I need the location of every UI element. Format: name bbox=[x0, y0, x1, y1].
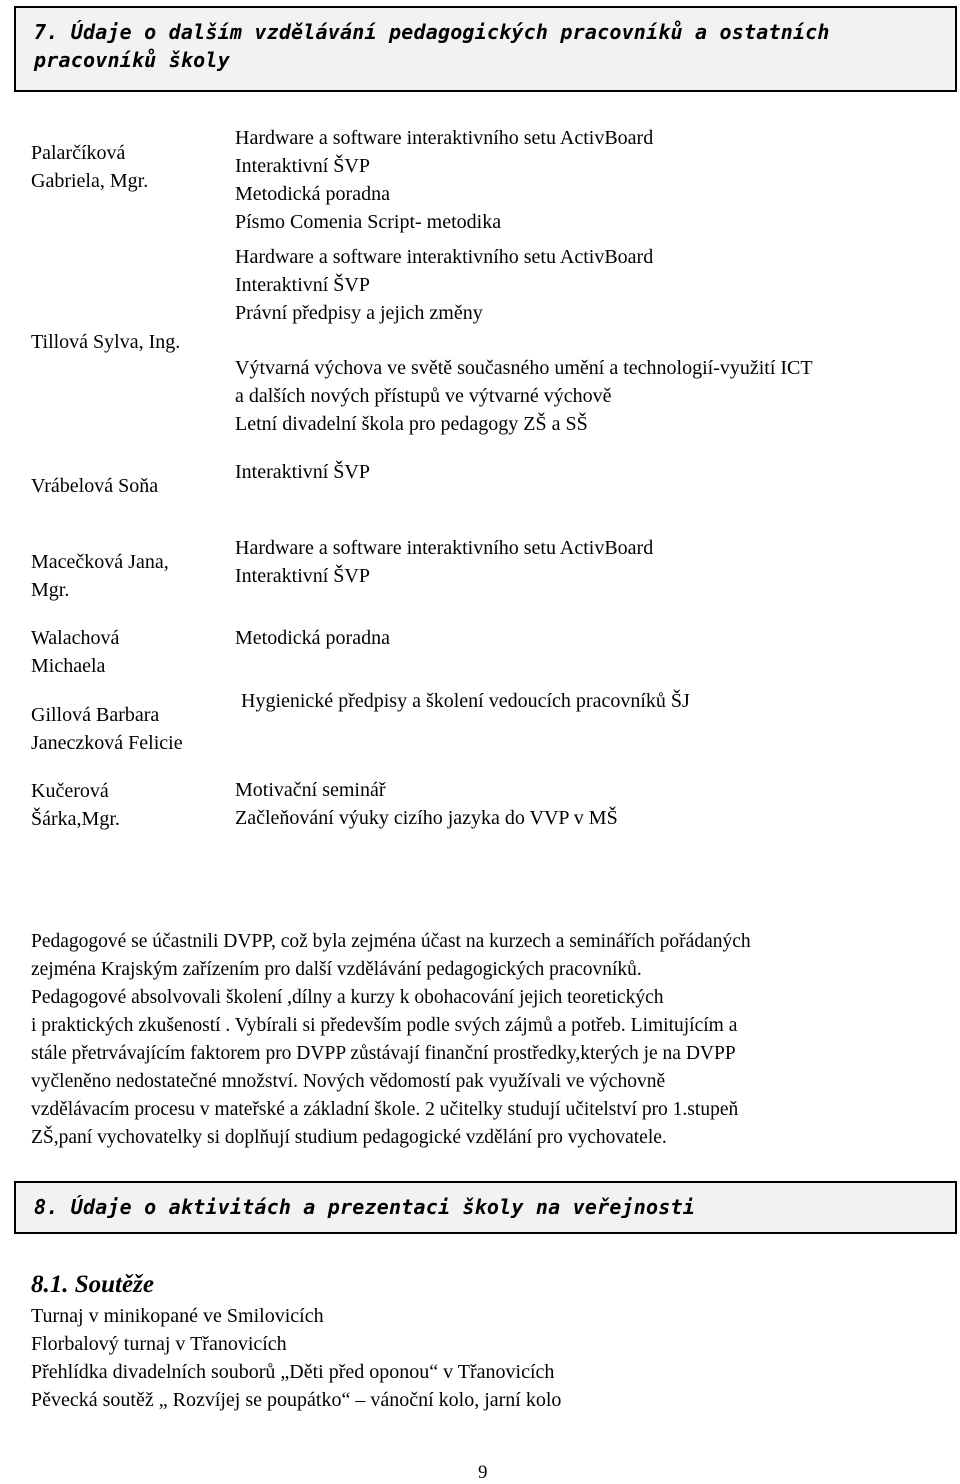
staff-name: Michaela bbox=[31, 655, 106, 677]
competition-item: Pěvecká soutěž „ Rozvíjej se poupátko“ – vánoční kolo, jarní kolo bbox=[31, 1389, 562, 1411]
staff-name: Vrábelová Soňa bbox=[31, 475, 159, 497]
course-item: Interaktivní ŠVP bbox=[235, 274, 370, 296]
page-number: 9 bbox=[478, 1462, 488, 1483]
staff-name: Janeczková Felicie bbox=[31, 732, 183, 754]
competition-item: Turnaj v minikopané ve Smilovicích bbox=[31, 1305, 324, 1327]
course-item: Hardware a software interaktivního setu ActivBoard bbox=[235, 127, 654, 149]
course-item: Hardware a software interaktivního setu ActivBoard bbox=[235, 537, 654, 559]
dvpp-summary-paragraph bbox=[31, 928, 951, 1152]
course-item: Hardware a software interaktivního setu ActivBoard bbox=[235, 246, 654, 268]
competition-item: Přehlídka divadelních souborů „Děti před oponou“ v Třanovicích bbox=[31, 1361, 555, 1383]
competitions-list bbox=[31, 1302, 561, 1414]
staff-name: Gabriela, Mgr. bbox=[31, 170, 149, 192]
course-item: Interaktivní ŠVP bbox=[235, 155, 370, 177]
paragraph-line: stále přetrvávajícím faktorem pro DVPP zůstávají finanční prostředky,kterých je na DVPP bbox=[31, 1043, 736, 1064]
paragraph-line: vyčleněno nedostatečné množství. Nových vědomostí pak využívali ve výchovně bbox=[31, 1071, 666, 1092]
paragraph-line: Pedagogové absolvovali školení ,dílny a kurzy k obohacování jejich teoretických bbox=[31, 987, 664, 1008]
course-item: Hygienické předpisy a školení vedoucích pracovníků ŠJ bbox=[241, 690, 690, 712]
staff-name: Macečková Jana, bbox=[31, 551, 169, 573]
paragraph-line: ZŠ,paní vychovatelky si doplňují studium pedagogické vzdělání pro vychovatele. bbox=[31, 1127, 667, 1148]
course-item: Začleňování výuky cizího jazyka do VVP v MŠ bbox=[235, 807, 618, 829]
section-7-heading-line-2: pracovníků školy bbox=[34, 48, 230, 72]
section-7-heading-line-1: 7. Údaje o dalším vzdělávání pedagogických pracovníků a ostatních bbox=[34, 20, 830, 44]
course-item: Metodická poradna bbox=[235, 183, 390, 205]
subsection-8-1-title: 8.1. Soutěže bbox=[31, 1271, 154, 1298]
paragraph-line: vzdělávacím procesu v mateřské a základní škole. 2 učitelky studují učitelství pro 1.stupeň bbox=[31, 1099, 739, 1120]
course-item: Právní předpisy a jejich změny bbox=[235, 302, 483, 324]
staff-name: Gillová Barbara bbox=[31, 704, 160, 726]
section-8-heading-text: 8. Údaje o aktivitách a prezentaci školy na veřejnosti bbox=[34, 1195, 696, 1219]
course-item: Výtvarná výchova ve světě současného umění a technologií-využití ICT bbox=[235, 357, 813, 379]
paragraph-line: Pedagogové se účastnili DVPP, což byla zejména účast na kurzech a seminářích pořádaných bbox=[31, 931, 751, 952]
course-item: Interaktivní ŠVP bbox=[235, 461, 370, 483]
section-8-heading bbox=[14, 1181, 957, 1234]
course-item: a dalších nových přístupů ve výtvarné výchově bbox=[235, 385, 612, 407]
competition-item: Florbalový turnaj v Třanovicích bbox=[31, 1333, 287, 1355]
course-item: Písmo Comenia Script- metodika bbox=[235, 211, 502, 233]
paragraph-line: i praktických zkušeností . Vybírali si především podle svých zájmů a potřeb. Limitujícím a bbox=[31, 1015, 738, 1036]
course-item: Letní divadelní škola pro pedagogy ZŠ a SŠ bbox=[235, 413, 588, 435]
course-item: Motivační seminář bbox=[235, 779, 386, 801]
staff-name: Palarčíková bbox=[31, 142, 126, 164]
staff-name: Walachová bbox=[31, 627, 120, 649]
section-7-heading bbox=[14, 6, 957, 92]
staff-name: Šárka,Mgr. bbox=[31, 808, 120, 830]
staff-name: Tillová Sylva, Ing. bbox=[31, 331, 181, 353]
paragraph-line: zejména Krajským zařízením pro další vzdělávání pedagogických pracovníků. bbox=[31, 959, 642, 980]
course-item: Interaktivní ŠVP bbox=[235, 565, 370, 587]
staff-name: Mgr. bbox=[31, 579, 70, 601]
staff-name: Kučerová bbox=[31, 780, 109, 802]
course-item: Metodická poradna bbox=[235, 627, 390, 649]
